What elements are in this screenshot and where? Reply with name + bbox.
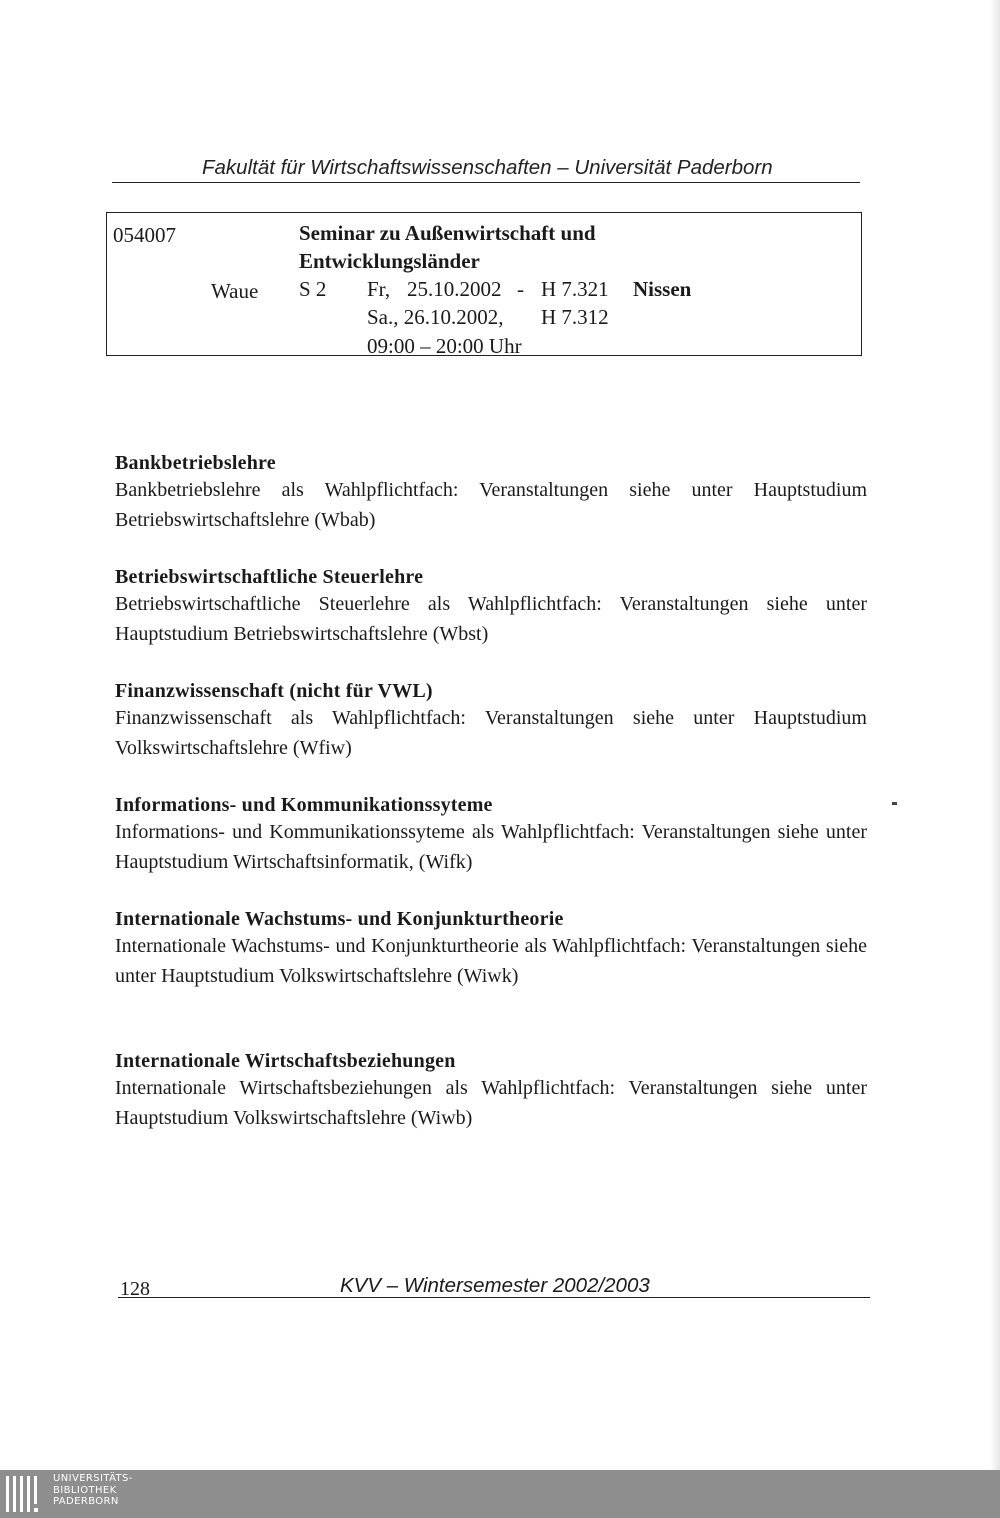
running-header <box>112 152 860 183</box>
section-body-wachstumstheorie: Internationale Wachstums- und Konjunkturtheorie als Wahlpflichtfach: Veranstaltungen siehe unter Hauptstudium Volkswirtschaftslehre (Wiwk) <box>115 935 867 987</box>
course-title-line2: Entwicklungsländer <box>299 249 480 273</box>
course-area-code: Waue <box>211 279 259 303</box>
margin-mark <box>892 802 897 805</box>
footer-title: KVV – Wintersemester 2002/2003 <box>340 1274 650 1297</box>
section-title-finanzwissenschaft: Finanzwissenschaft (nicht für VWL) <box>115 680 433 702</box>
header-title: Fakultät für Wirtschaftswissenschaften – Universität Paderborn <box>202 156 773 179</box>
course-entry-box <box>106 212 862 356</box>
section-title-bankbetriebslehre: Bankbetriebslehre <box>115 452 276 474</box>
section-body-informationssysteme: Informations- und Kommunikationssyteme als Wahlpflichtfach: Veranstaltungen siehe unter Hauptstudium Wirtschaftsinformatik, (Wifk) <box>115 821 867 873</box>
section-title-wirtschaftsbeziehungen: Internationale Wirtschaftsbeziehungen <box>115 1050 456 1072</box>
course-title-line1: Seminar zu Außenwirtschaft und <box>299 221 596 245</box>
session1-date: 25.10.2002 <box>407 277 502 301</box>
session1-dash: - <box>517 277 524 301</box>
course-type: S 2 <box>299 277 327 301</box>
library-watermark-bar <box>0 1470 1000 1518</box>
section-body-steuerlehre: Betriebswirtschaftliche Steuerlehre als Wahlpflichtfach: Veranstaltungen siehe unter Hauptstudium Betriebswirtschaftslehre (Wbst) <box>115 593 867 645</box>
page-edge-shadow <box>990 0 1000 1470</box>
section-title-informationssysteme: Informations- und Kommunikationssyteme <box>115 794 493 816</box>
library-name <box>53 1473 133 1508</box>
session2-room: H 7.312 <box>541 305 609 329</box>
section-body-bankbetriebslehre: Bankbetriebslehre als Wahlpflichtfach: Veranstaltungen siehe unter Hauptstudium Betriebswirtschaftslehre (Wbab) <box>115 479 867 531</box>
section-body-wirtschaftsbeziehungen: Internationale Wirtschaftsbeziehungen als Wahlpflichtfach: Veranstaltungen siehe unter Hauptstudium Volkswirtschaftslehre (Wiwb) <box>115 1077 867 1129</box>
section-title-steuerlehre: Betriebswirtschaftliche Steuerlehre <box>115 566 424 588</box>
course-time: 09:00 – 20:00 Uhr <box>367 334 522 358</box>
library-logo-icon <box>4 1470 48 1518</box>
page-number: 128 <box>120 1278 150 1300</box>
session2-date: Sa., 26.10.2002, <box>367 305 504 329</box>
library-name-line2: BIBLIOTHEK <box>53 1484 117 1496</box>
session1-day: Fr, <box>367 277 391 301</box>
course-lecturer: Nissen <box>633 277 692 301</box>
section-body-finanzwissenschaft: Finanzwissenschaft als Wahlpflichtfach: Veranstaltungen siehe unter Hauptstudium Volkswirtschaftslehre (Wfiw) <box>115 707 867 759</box>
session1-room: H 7.321 <box>541 277 609 301</box>
section-title-wachstumstheorie: Internationale Wachstums- und Konjunkturtheorie <box>115 908 564 930</box>
course-number: 054007 <box>113 223 176 247</box>
library-name-line3: PADERBORN <box>53 1496 119 1507</box>
library-name-line1: UNIVERSITÄTS- <box>53 1473 133 1484</box>
